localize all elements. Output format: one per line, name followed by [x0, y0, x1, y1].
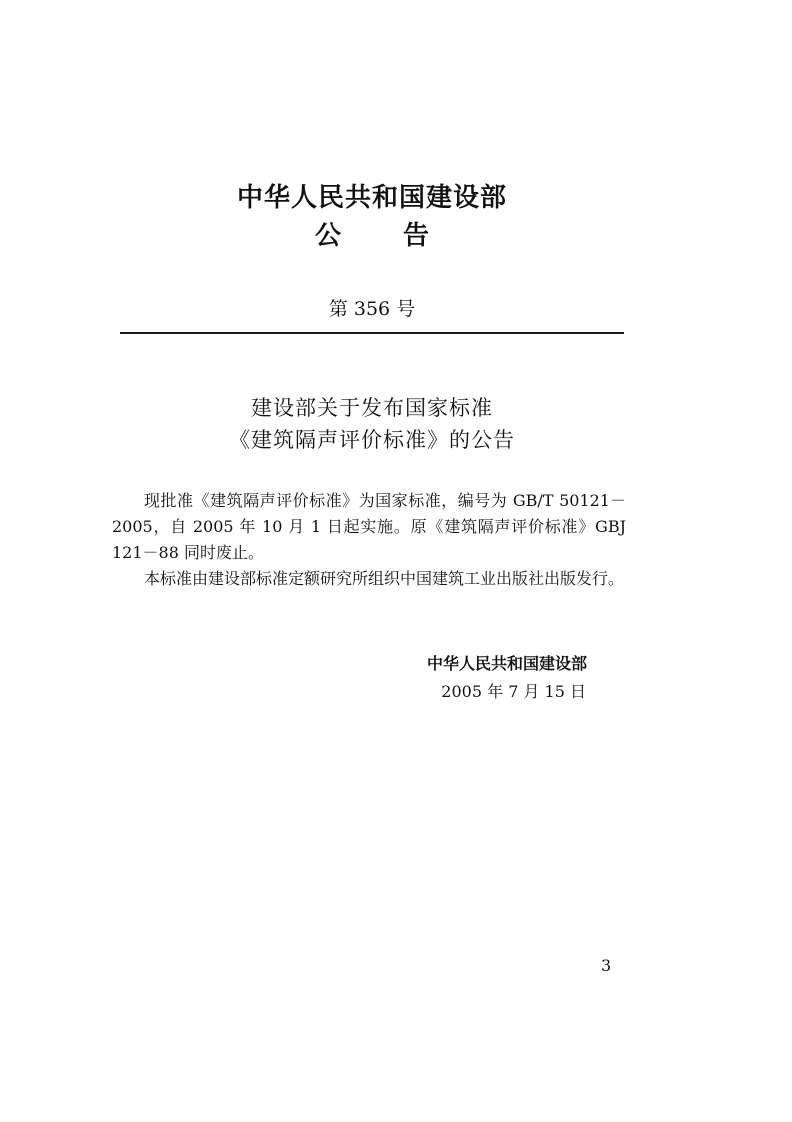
signature-organization: 中华人民共和国建设部 — [426, 654, 587, 673]
issuing-organization-title: 中华人民共和国建设部 — [236, 183, 507, 213]
header-divider — [120, 332, 624, 334]
notice-heading: 公告 — [314, 221, 491, 251]
subject-line-1: 建设部关于发布国家标准 — [251, 396, 493, 420]
body-paragraph-1: 现批准《建筑隔声评价标准》为国家标准，编号为 GB/T 50121－2005，自 2005 年 10 月 1 日起实施。原《建筑隔声评价标准》GBJ 121－88 同时废止。 — [112, 491, 626, 562]
page-number: 3 — [601, 956, 612, 975]
body-paragraph-2: 本标准由建设部标准定额研究所组织中国建筑工业出版社出版发行。 — [144, 569, 625, 588]
subject-line-2: 《建筑隔声评价标准》的公告 — [229, 428, 515, 452]
signature-date: 2005 年 7 月 15 日 — [441, 682, 586, 701]
notice-body — [112, 488, 626, 592]
notice-number: 第 356 号 — [328, 298, 416, 320]
